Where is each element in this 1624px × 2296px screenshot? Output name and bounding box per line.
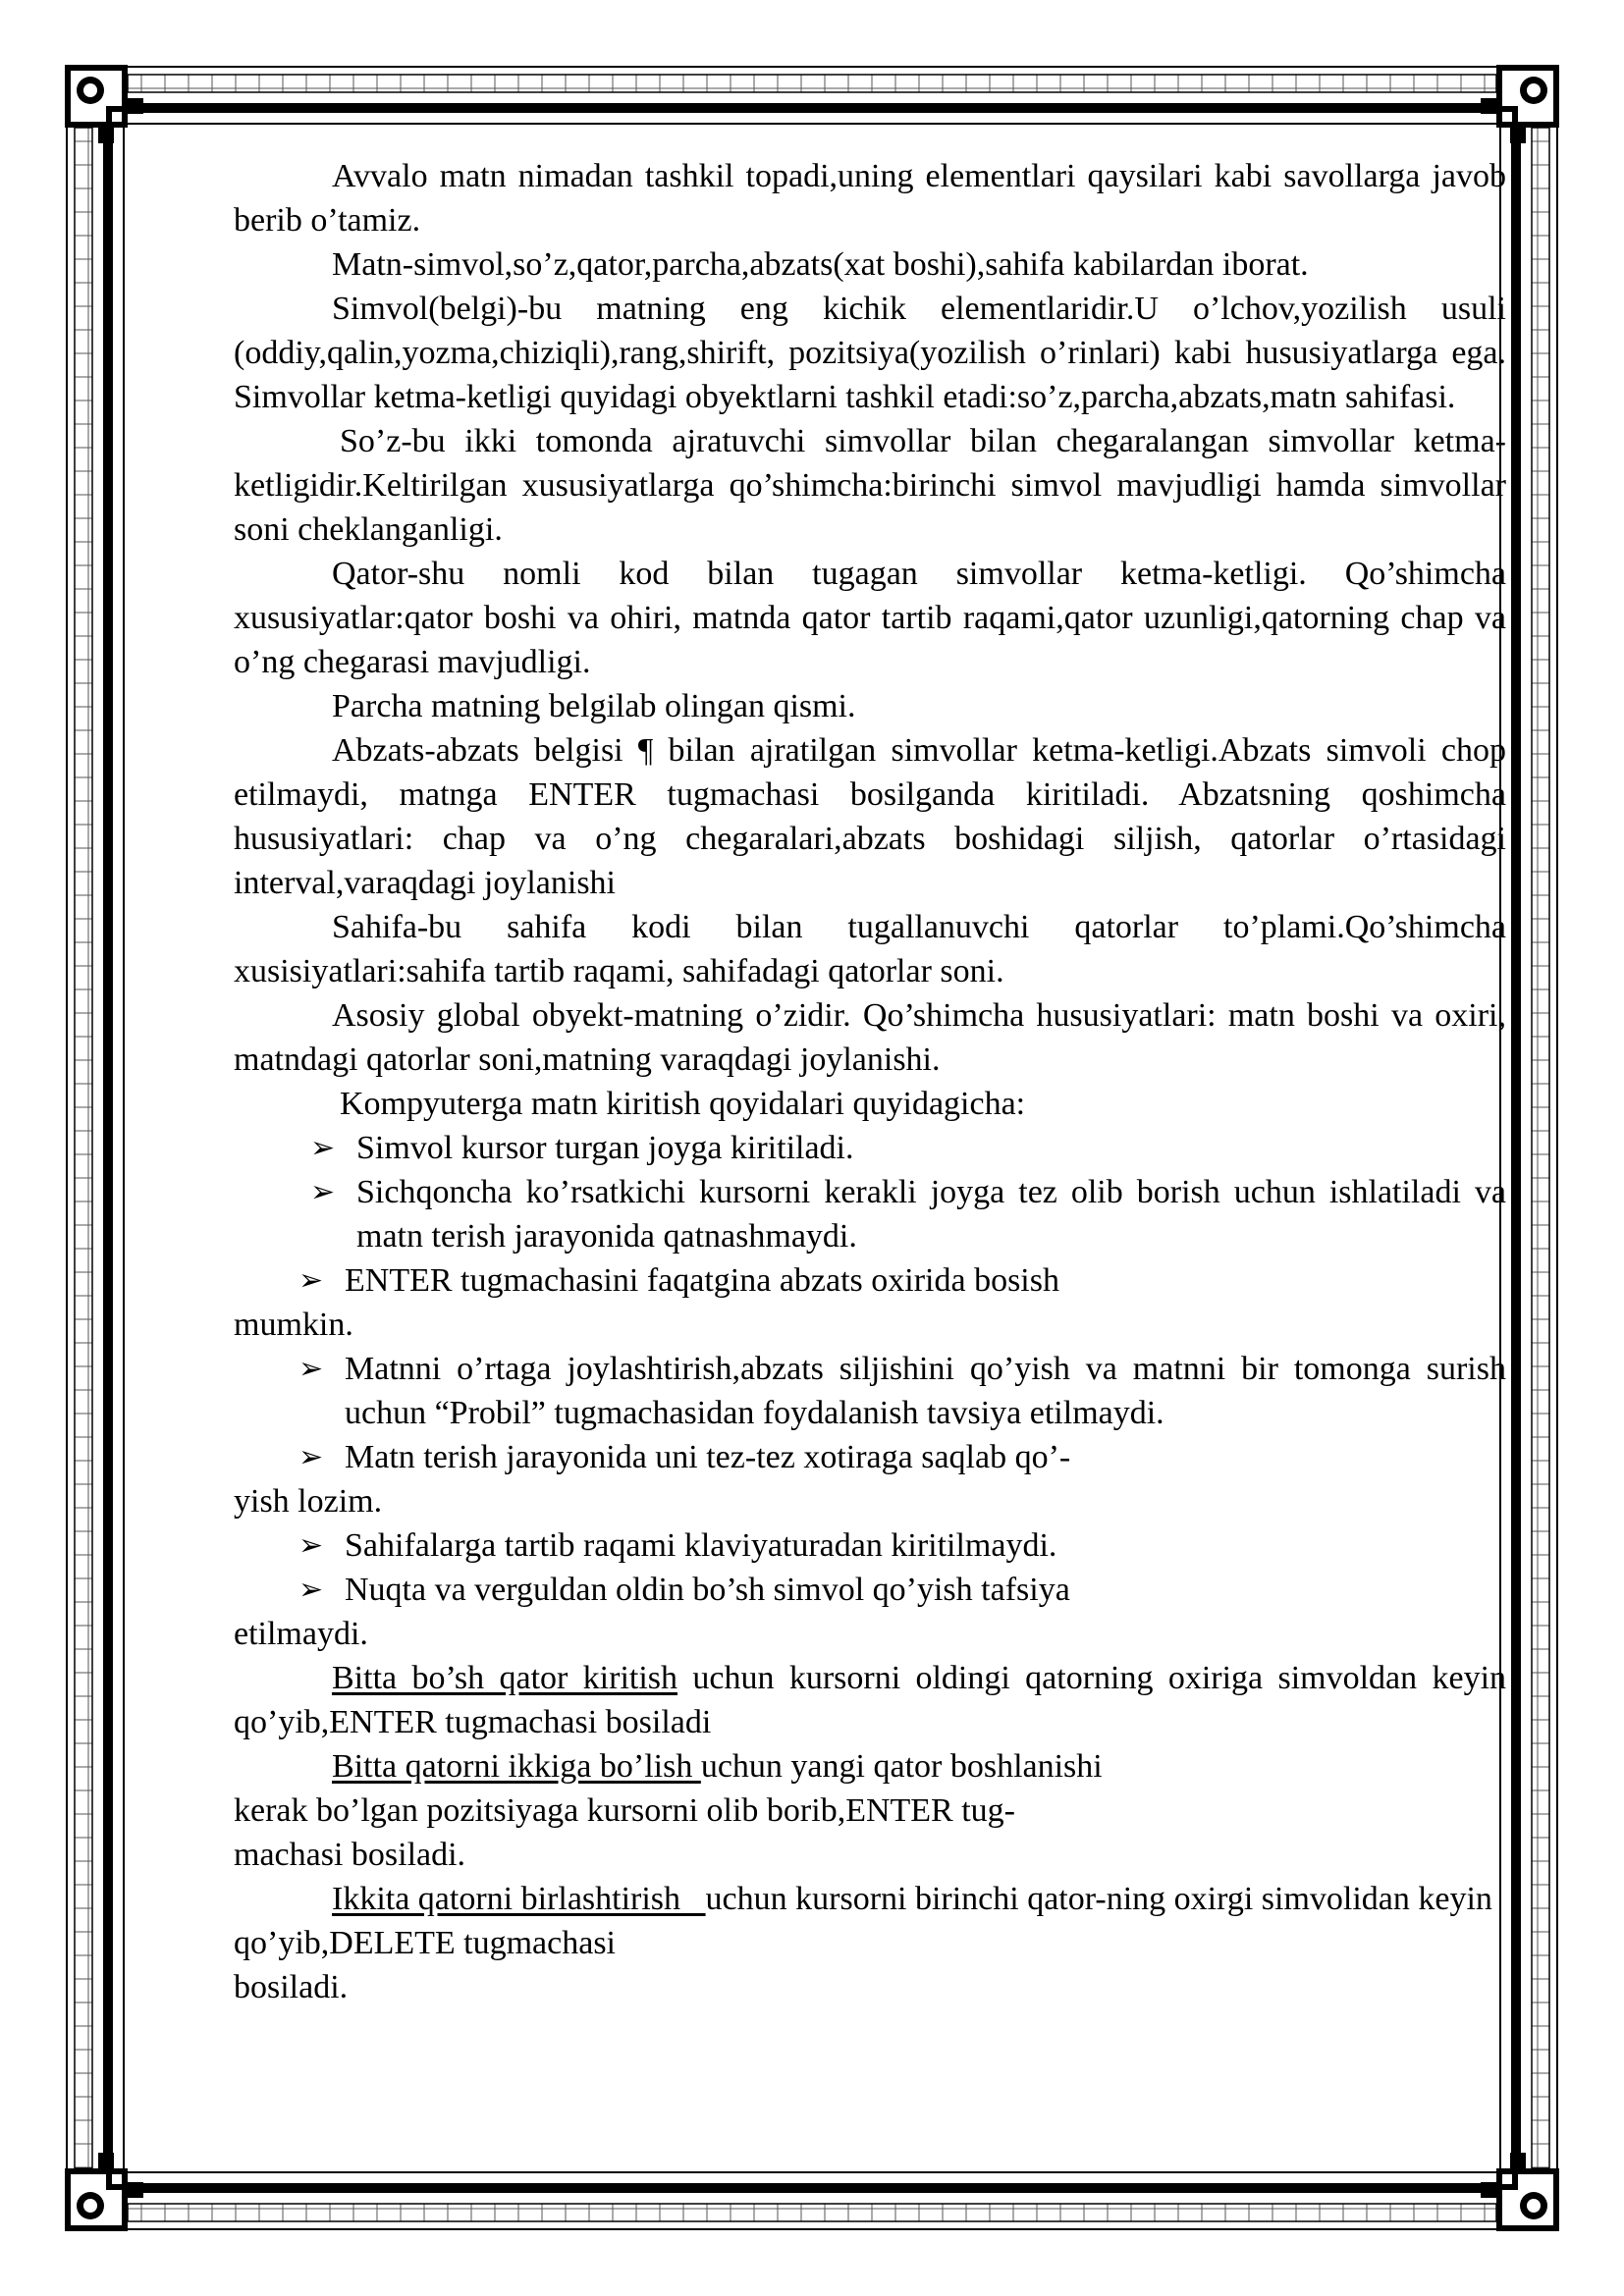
list-item: ➢ Nuqta va verguldan oldin bo’sh simvol qo’yish tafsiya xyxy=(234,1568,1506,1612)
arrow-bullet-icon: ➢ xyxy=(310,1132,336,1164)
list-item: ➢ Matnni o’rtaga joylashtirish,abzats siljishini qo’yish va matnni bir tomonga surish uchun “Probil” tugmachasidan foydalanish tavsiya etilmaydi. xyxy=(234,1347,1506,1435)
list-item-continuation: etilmaydi. xyxy=(234,1616,368,1652)
paragraph-soz-definition: So’z-bu ikki tomonda ajratuvchi simvollar bilan chegaralangan simvollar ketma-ketligidir.Keltirilgan xususiyatlarga qo’shimcha:birinchi simvol mavjudligi hamda simvollar soni cheklanganligi. xyxy=(234,423,1506,548)
list-item: ➢ Sichqoncha ko’rsatkichi kursorni kerakli joyga tez olib borish uchun ishlatiladi va matn terish jarayonida qatnashmaydi. xyxy=(234,1170,1506,1258)
paragraph-global-object: Asosiy global obyekt-matning o’zidir. Qo’shimcha hususiyatlari: matn boshi va oxiri, matndagi qatorlar soni,matning varaqdagi joylanishi. xyxy=(234,997,1506,1078)
underlined-term: Bitta qatorni ikkiga bo’lish xyxy=(332,1748,701,1785)
paragraph-empty-line-rule: Bitta bo’sh qator kiritish uchun kursorni oldingi qatorning oxiriga simvoldan keyin qo’yib,ENTER tugmachasi bosiladi xyxy=(234,1660,1507,1740)
list-item-continuation: yish lozim. xyxy=(234,1483,383,1520)
arrow-bullet-icon: ➢ xyxy=(298,1574,324,1606)
paragraph-simvol-definition: Simvol(belgi)-bu matning eng kichik elementlaridir.U o’lchov,yozilish usuli (oddiy,qalin,yozma,chiziqli),rang,shirift, pozitsiya(yozilish o’rinlari) kabi hususiyatlarga ega. Simvollar ketma-ketligi quyidagi obyektlarni tashkil etadi:so’z,parcha,abzats,matn sahifasi. xyxy=(234,291,1506,415)
paragraph-split-line-rule: Bitta qatorni ikkiga bo’lish uchun yangi qator boshlanishi xyxy=(332,1748,1103,1785)
arrow-bullet-icon: ➢ xyxy=(298,1353,324,1385)
underlined-term: Bitta bo’sh qator kiritish xyxy=(332,1660,678,1696)
paragraph-parcha-definition: Parcha matning belgilab olingan qismi. xyxy=(332,688,856,724)
arrow-bullet-icon: ➢ xyxy=(298,1529,324,1562)
arrow-bullet-icon: ➢ xyxy=(310,1176,336,1208)
paragraph-join-lines-rule-line3: bosiladi. xyxy=(234,1969,349,2005)
arrow-bullet-icon: ➢ xyxy=(298,1264,324,1297)
list-item-continuation: mumkin. xyxy=(234,1307,353,1343)
list-item: ➢ ENTER tugmachasini faqatgina abzats oxirida bosish xyxy=(234,1258,1506,1303)
paragraph-split-line-rule-line2: kerak bo’lgan pozitsiyaga kursorni olib borib,ENTER tug- xyxy=(234,1792,1015,1829)
list-item: ➢ Matn terish jarayonida uni tez-tez xotiraga saqlab qo’- xyxy=(234,1435,1506,1479)
arrow-bullet-icon: ➢ xyxy=(298,1441,324,1473)
list-item: ➢ Simvol kursor turgan joyga kiritiladi. xyxy=(234,1126,1506,1170)
paragraph-qator-definition: Qator-shu nomli kod bilan tugagan simvollar ketma-ketligi. Qo’shimcha xususiyatlar:qator boshi va ohiri, matnda qator tartib raqami,qator uzunligi,qatorning chap va o’ng chegarasi mavjudligi. xyxy=(234,556,1506,680)
list-item: ➢ Sahifalarga tartib raqami klaviyaturadan kiritilmaydi. xyxy=(234,1523,1506,1568)
paragraph-abzats-definition: Abzats-abzats belgisi ¶ bilan ajratilgan simvollar ketma-ketligi.Abzats simvoli chop etilmaydi, matnga ENTER tugmachasi bosilganda kiritiladi. Abzatsning qoshimcha hususiyatlari: chap va o’ng chegaralari,abzats boshidagi siljish, qatorlar o’rtasidagi interval,varaqdagi joylanishi xyxy=(234,732,1506,901)
underlined-term: Ikkita qatorni birlashtirish xyxy=(332,1881,706,1917)
paragraph-split-line-rule-line3: machasi bosiladi. xyxy=(234,1837,466,1873)
document-body xyxy=(234,154,1506,2009)
paragraph-rules-heading: Kompyuterga matn kiritish qoyidalari quyidagicha: xyxy=(340,1086,1026,1122)
paragraph-join-lines-rule: Ikkita qatorni birlashtirish uchun kursorni birinchi qator-ning oxirgi simvolidan keyin qo’yib,DELETE tugmachasi xyxy=(234,1881,1492,1961)
paragraph-intro: Avvalo matn nimadan tashkil topadi,uning elementlari qaysilari kabi savollarga javob berib o’tamiz. xyxy=(234,158,1506,239)
paragraph-matn-definition: Matn-simvol,so’z,qator,parcha,abzats(xat boshi),sahifa kabilardan iborat. xyxy=(332,246,1309,283)
paragraph-sahifa-definition: Sahifa-bu sahifa kodi bilan tugallanuvchi qatorlar to’plami.Qo’shimcha xusisiyatlari:sahifa tartib raqami, sahifadagi qatorlar soni. xyxy=(234,909,1506,989)
